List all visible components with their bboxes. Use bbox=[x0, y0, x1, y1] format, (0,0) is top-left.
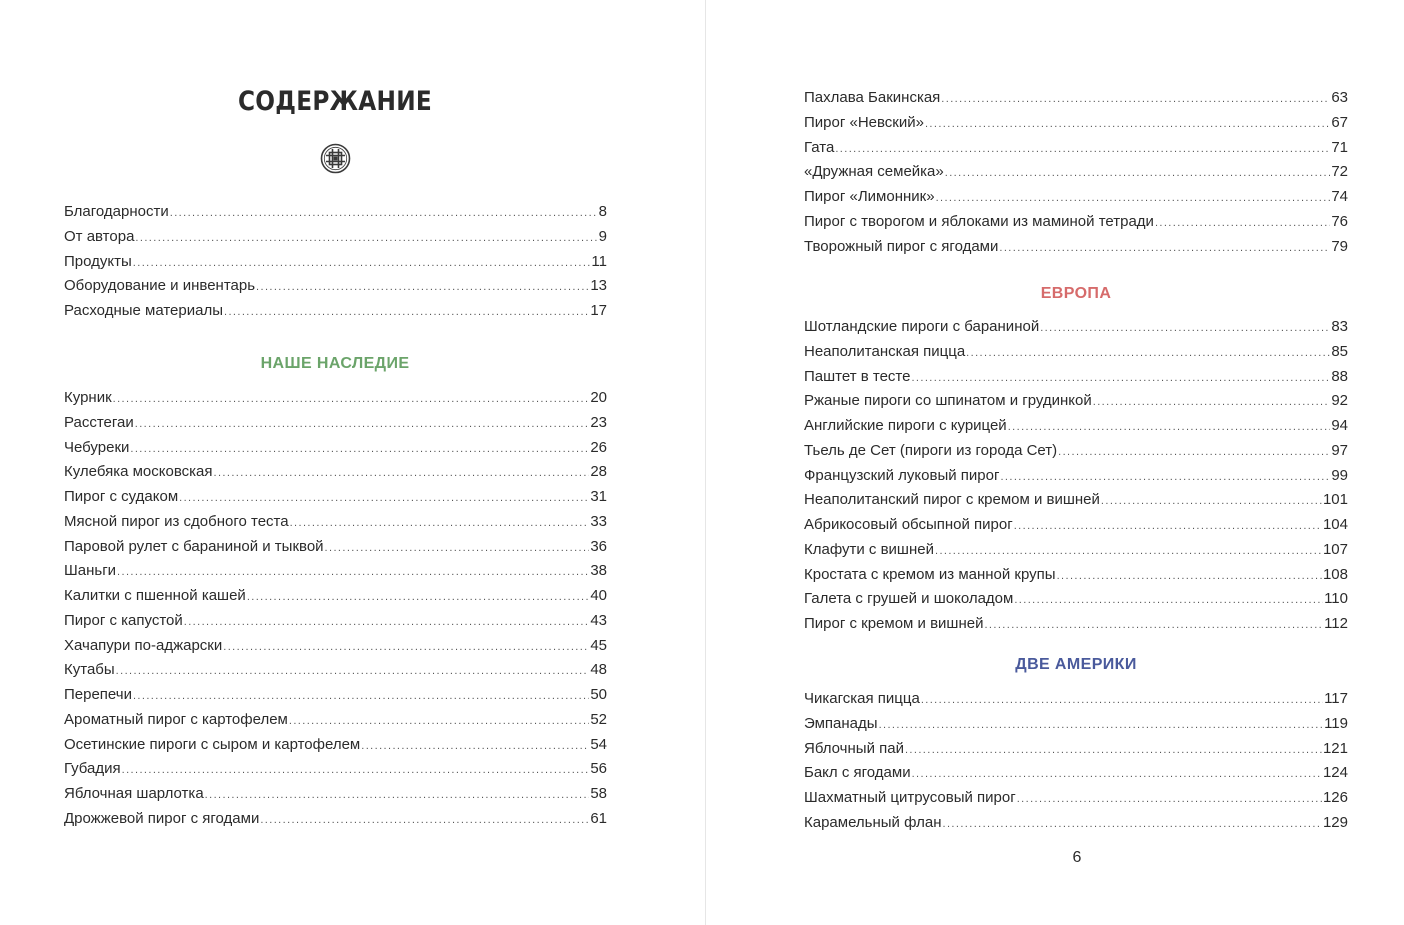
toc-entry bbox=[64, 708, 607, 733]
toc-entry bbox=[64, 386, 607, 411]
toc-entry-page: 121 bbox=[1322, 739, 1348, 757]
toc-entry bbox=[804, 210, 1348, 235]
dot-leader bbox=[1057, 564, 1322, 589]
toc-entry-page: 40 bbox=[590, 587, 607, 604]
toc-entry-title: Шаньги bbox=[64, 562, 117, 580]
toc-entry bbox=[804, 185, 1348, 210]
dot-leader bbox=[945, 161, 1331, 186]
toc-entry-page: 129 bbox=[1322, 813, 1348, 831]
toc-entry bbox=[804, 761, 1348, 786]
toc-entry-title: Калитки с пшенной кашей bbox=[64, 587, 246, 604]
toc-entry bbox=[64, 535, 607, 560]
dot-leader bbox=[925, 112, 1330, 137]
page-title: СОДЕРЖАНИЕ bbox=[237, 86, 433, 117]
dot-leader bbox=[1008, 415, 1331, 440]
dot-leader bbox=[1058, 440, 1330, 465]
toc-entry-title: Английские пироги с курицей bbox=[804, 417, 1007, 434]
toc-entry bbox=[64, 782, 607, 807]
dot-leader bbox=[256, 275, 589, 300]
section-title-americas: ДВЕ АМЕРИКИ bbox=[1015, 656, 1137, 673]
toc-entry-title: Тьель де Сет (пироги из города Сет) bbox=[804, 441, 1058, 459]
toc-entry bbox=[804, 315, 1348, 340]
toc-entry-page: 17 bbox=[590, 302, 607, 319]
toc-entry-page: 23 bbox=[590, 413, 607, 431]
right-page bbox=[706, 0, 1404, 925]
toc-entry-title: Яблочная шарлотка bbox=[64, 785, 204, 802]
toc-entry-page: 110 bbox=[1324, 590, 1348, 608]
dot-leader bbox=[130, 437, 589, 462]
toc-entry-title: Кутабы bbox=[64, 661, 115, 679]
toc-entry-title: Пирог «Лимонник» bbox=[804, 188, 935, 205]
toc-entry bbox=[804, 111, 1348, 136]
toc-entry-page: 79 bbox=[1331, 237, 1348, 255]
dot-leader bbox=[1014, 588, 1323, 613]
dot-leader bbox=[290, 511, 590, 536]
toc-entry-title: Кростата с кремом из манной крупы bbox=[804, 565, 1056, 583]
dot-leader bbox=[133, 684, 589, 709]
toc-entry bbox=[64, 411, 607, 436]
toc-entry-title: Бакл с ягодами bbox=[804, 764, 911, 782]
toc-entry bbox=[804, 414, 1348, 439]
toc-entry bbox=[64, 757, 607, 782]
toc-entry bbox=[64, 634, 607, 659]
toc-entry-title: Карамельный флан bbox=[804, 813, 942, 831]
toc-entry-page: 56 bbox=[590, 760, 607, 778]
dot-leader bbox=[184, 610, 590, 635]
toc-entry bbox=[64, 485, 607, 510]
toc-entry bbox=[64, 658, 607, 683]
toc-entry-page: 8 bbox=[598, 203, 607, 220]
section-title-europe: ЕВРОПА bbox=[1040, 285, 1112, 302]
toc-entry-title: Яблочный пай bbox=[804, 739, 904, 757]
toc-entry-title: Пирог с судаком bbox=[64, 488, 179, 505]
toc-entry bbox=[64, 807, 607, 832]
toc-entry-title: Гата bbox=[804, 138, 835, 156]
toc-entry bbox=[64, 460, 607, 485]
toc-entry-page: 76 bbox=[1331, 212, 1348, 230]
dot-leader bbox=[943, 812, 1322, 837]
toc-entry bbox=[804, 737, 1348, 762]
toc-entry-title: Чикагская пицца bbox=[804, 690, 920, 707]
toc-entry-page: 101 bbox=[1322, 491, 1348, 509]
toc-entry-page: 88 bbox=[1331, 367, 1348, 385]
dot-leader bbox=[325, 536, 590, 561]
toc-entry bbox=[804, 86, 1348, 111]
toc-entry-title: Шотландские пироги с бараниной bbox=[804, 318, 1040, 335]
dot-leader bbox=[117, 560, 589, 585]
toc-entry-page: 38 bbox=[590, 562, 607, 580]
dot-leader bbox=[835, 137, 1330, 162]
dot-leader bbox=[170, 201, 598, 226]
dot-leader bbox=[113, 387, 590, 412]
dot-leader bbox=[247, 585, 590, 610]
toc-entry-page: 11 bbox=[591, 252, 607, 270]
dot-leader bbox=[179, 486, 589, 511]
dot-leader bbox=[1014, 514, 1322, 539]
dot-leader bbox=[135, 412, 590, 437]
toc-entry-title: Галета с грушей и шоколадом bbox=[804, 590, 1014, 608]
toc-entry-page: 94 bbox=[1331, 417, 1348, 434]
toc-entry-title: Расстегаи bbox=[64, 413, 134, 431]
toc-entry bbox=[804, 439, 1348, 464]
dot-leader bbox=[223, 635, 589, 660]
toc-entry-title: Пирог с капустой bbox=[64, 611, 183, 629]
toc-entry bbox=[64, 733, 607, 758]
toc-entry-page: 126 bbox=[1322, 789, 1348, 806]
toc-entry-page: 61 bbox=[590, 809, 607, 827]
toc-entry-title: Клафути с вишней bbox=[804, 540, 934, 558]
toc-entry-title: Эмпанады bbox=[804, 714, 878, 732]
toc-entry-title: Кулебяка московская bbox=[64, 463, 213, 481]
dot-leader bbox=[912, 762, 1322, 787]
dot-leader bbox=[135, 226, 597, 251]
toc-entry-page: 13 bbox=[590, 277, 607, 295]
toc-entry bbox=[804, 513, 1348, 538]
toc-entry-page: 67 bbox=[1331, 113, 1348, 131]
toc-entry-page: 33 bbox=[590, 512, 607, 530]
dot-leader bbox=[260, 808, 589, 833]
dot-leader bbox=[361, 734, 589, 759]
toc-entry-title: Оборудование и инвентарь bbox=[64, 277, 256, 295]
dot-leader bbox=[122, 758, 590, 783]
intro-list bbox=[64, 200, 607, 324]
toc-entry-page: 117 bbox=[1324, 690, 1348, 707]
toc-entry-page: 74 bbox=[1331, 188, 1348, 205]
toc-entry-title: Пирог с кремом и вишней bbox=[804, 615, 984, 632]
dot-leader bbox=[116, 659, 590, 684]
toc-entry-page: 92 bbox=[1331, 392, 1348, 410]
toc-entry bbox=[804, 160, 1348, 185]
toc-entry-page: 104 bbox=[1322, 516, 1348, 533]
toc-entry-page: 112 bbox=[1324, 615, 1348, 632]
toc-entry-title: Абрикосовый обсыпной пирог bbox=[804, 516, 1013, 533]
toc-entry-title: Курник bbox=[64, 389, 112, 406]
toc-entry-title: Чебуреки bbox=[64, 438, 130, 456]
dot-leader bbox=[999, 236, 1330, 261]
toc-entry bbox=[804, 389, 1348, 414]
dot-leader bbox=[921, 688, 1323, 713]
toc-entry-page: 52 bbox=[590, 710, 607, 728]
toc-entry-title: Неаполитанская пицца bbox=[804, 342, 966, 360]
toc-entry-title: Французский луковый пирог bbox=[804, 466, 1000, 484]
dot-leader bbox=[879, 713, 1324, 738]
toc-entry-title: Ржаные пироги со шпинатом и грудинкой bbox=[804, 392, 1092, 410]
toc-entry-page: 63 bbox=[1331, 89, 1348, 106]
toc-entry-page: 72 bbox=[1331, 163, 1348, 181]
europe-list bbox=[804, 315, 1348, 637]
toc-entry bbox=[804, 811, 1348, 836]
toc-entry bbox=[804, 235, 1348, 260]
toc-entry-title: Творожный пирог с ягодами bbox=[804, 237, 999, 255]
toc-entry-page: 26 bbox=[590, 438, 607, 456]
toc-entry-page: 9 bbox=[598, 227, 607, 245]
toc-entry bbox=[804, 340, 1348, 365]
toc-entry-title: «Дружная семейка» bbox=[804, 163, 944, 181]
toc-entry-page: 50 bbox=[590, 686, 607, 703]
toc-entry bbox=[804, 612, 1348, 637]
toc-entry-title: Ароматный пирог с картофелем bbox=[64, 710, 288, 728]
toc-entry-page: 85 bbox=[1331, 342, 1348, 360]
toc-entry bbox=[64, 274, 607, 299]
toc-entry bbox=[64, 584, 607, 609]
toc-entry-page: 107 bbox=[1322, 540, 1348, 558]
toc-entry bbox=[64, 436, 607, 461]
toc-entry bbox=[804, 538, 1348, 563]
toc-entry-title: Хачапури по-аджарски bbox=[64, 636, 223, 654]
dot-leader bbox=[205, 783, 590, 808]
toc-entry bbox=[64, 510, 607, 535]
toc-entry bbox=[804, 365, 1348, 390]
toc-entry-title: Расходные материалы bbox=[64, 302, 223, 319]
toc-entry-page: 108 bbox=[1322, 565, 1348, 583]
toc-entry bbox=[64, 609, 607, 634]
toc-entry-title: Шахматный цитрусовый пирог bbox=[804, 789, 1016, 806]
toc-entry-title: Пахлава Бакинская bbox=[804, 89, 941, 106]
toc-entry-title: От автора bbox=[64, 227, 135, 245]
toc-entry bbox=[804, 488, 1348, 513]
toc-entry bbox=[64, 299, 607, 324]
toc-entry bbox=[804, 786, 1348, 811]
toc-entry-page: 20 bbox=[590, 389, 607, 406]
toc-entry-page: 31 bbox=[590, 488, 607, 505]
toc-entry-title: Осетинские пироги с сыром и картофелем bbox=[64, 735, 361, 753]
page-number: 6 bbox=[1072, 849, 1082, 866]
toc-entry-title: Благодарности bbox=[64, 203, 169, 220]
toc-entry-page: 119 bbox=[1324, 714, 1348, 732]
dot-leader bbox=[214, 461, 590, 486]
dot-leader bbox=[289, 709, 589, 734]
dot-leader bbox=[905, 738, 1322, 763]
dot-leader bbox=[133, 251, 591, 276]
toc-entry bbox=[804, 587, 1348, 612]
dot-leader bbox=[936, 186, 1331, 211]
toc-entry-title: Дрожжевой пирог с ягодами bbox=[64, 809, 260, 827]
toc-entry-title: Продукты bbox=[64, 252, 132, 270]
dot-leader bbox=[1093, 390, 1331, 415]
toc-entry-page: 48 bbox=[590, 661, 607, 679]
dot-leader bbox=[1017, 787, 1322, 812]
dot-leader bbox=[1155, 211, 1330, 236]
dot-leader bbox=[911, 366, 1330, 391]
toc-entry-page: 43 bbox=[590, 611, 607, 629]
dot-leader bbox=[966, 341, 1330, 366]
toc-entry-title: Пирог с творогом и яблоками из маминой тетради bbox=[804, 212, 1154, 230]
toc-entry-title: Губадия bbox=[64, 760, 121, 778]
toc-entry bbox=[64, 200, 607, 225]
toc-entry-title: Неаполитанский пирог с кремом и вишней bbox=[804, 491, 1100, 509]
toc-entry-page: 36 bbox=[590, 537, 607, 555]
heritage-list bbox=[64, 386, 607, 832]
dot-leader bbox=[984, 613, 1323, 638]
dot-leader bbox=[935, 539, 1322, 564]
celtic-knot-icon bbox=[320, 143, 351, 174]
toc-entry-title: Паровой рулет с бараниной и тыквой bbox=[64, 537, 324, 555]
toc-entry-title: Мясной пирог из сдобного теста bbox=[64, 512, 289, 530]
toc-entry-page: 99 bbox=[1331, 466, 1348, 484]
toc-entry bbox=[64, 559, 607, 584]
toc-entry bbox=[64, 683, 607, 708]
toc-entry-page: 58 bbox=[590, 785, 607, 802]
dot-leader bbox=[1101, 489, 1322, 514]
dot-leader bbox=[941, 87, 1330, 112]
toc-entry bbox=[804, 464, 1348, 489]
toc-entry bbox=[804, 136, 1348, 161]
toc-entry-page: 45 bbox=[590, 636, 607, 654]
toc-entry-title: Пирог «Невский» bbox=[804, 113, 924, 131]
dot-leader bbox=[1040, 316, 1330, 341]
toc-entry bbox=[804, 712, 1348, 737]
toc-entry-page: 54 bbox=[590, 735, 607, 753]
toc-entry-page: 97 bbox=[1331, 441, 1348, 459]
toc-entry bbox=[804, 563, 1348, 588]
toc-entry-title: Перепечи bbox=[64, 686, 132, 703]
toc-entry bbox=[64, 225, 607, 250]
toc-entry-page: 83 bbox=[1331, 318, 1348, 335]
dot-leader bbox=[1000, 465, 1330, 490]
toc-entry bbox=[804, 687, 1348, 712]
toc-entry-title: Паштет в тесте bbox=[804, 367, 911, 385]
toc-entry-page: 71 bbox=[1331, 138, 1348, 156]
dot-leader bbox=[224, 300, 589, 325]
heritage-continued-list bbox=[804, 86, 1348, 259]
section-title-heritage: НАШЕ НАСЛЕДИЕ bbox=[260, 355, 410, 372]
toc-entry-page: 124 bbox=[1322, 764, 1348, 782]
toc-entry-page: 28 bbox=[590, 463, 607, 481]
toc-entry bbox=[64, 250, 607, 275]
americas-list bbox=[804, 687, 1348, 836]
